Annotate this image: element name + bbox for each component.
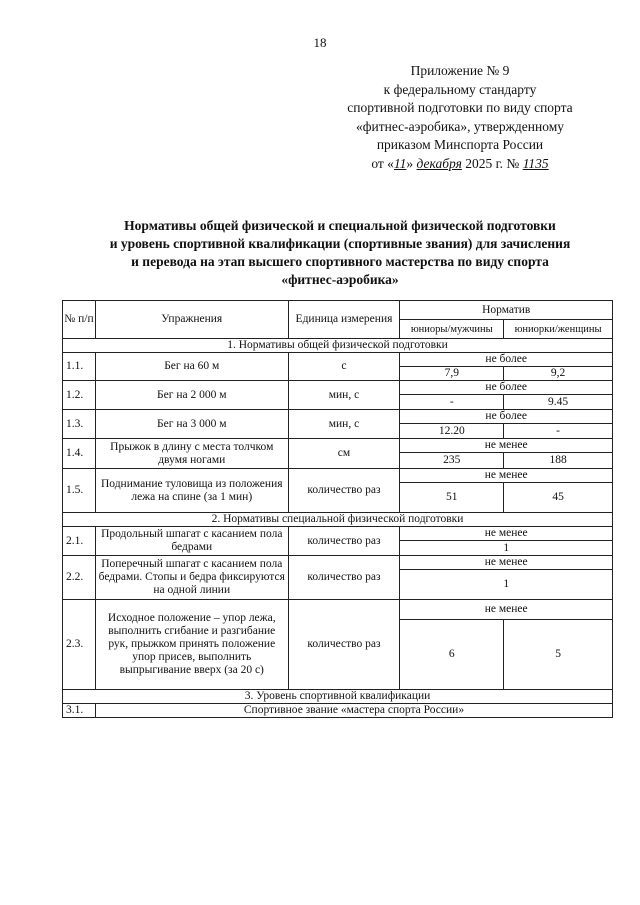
norm-condition: не менее	[400, 469, 613, 483]
norm-value-women: 188	[504, 453, 613, 469]
row-number: 1.5.	[63, 469, 96, 513]
exercise-name: Прыжок в длину с места толчком двумя ногами	[95, 439, 288, 469]
norm-value-women: 9,2	[504, 367, 613, 381]
title-line: и перевода на этап высшего спортивного мастерства по виду спорта	[131, 254, 549, 269]
norm-value-men: -	[400, 395, 504, 410]
norm-value-men: 6	[400, 620, 504, 690]
unit: мин, с	[288, 381, 400, 410]
exercise-name: Поднимание туловища из положения лежа на спине (за 1 мин)	[95, 469, 288, 513]
table-row	[63, 704, 613, 718]
page-number: 18	[313, 35, 327, 50]
norm-condition: не более	[400, 410, 613, 424]
date-prefix: от «	[371, 155, 394, 171]
header-men: юниоры/мужчины	[400, 320, 504, 339]
section-title: 1. Нормативы общей физической подготовки	[63, 339, 613, 353]
row-number: 2.3.	[63, 600, 96, 690]
unit: количество раз	[288, 600, 400, 690]
header-exercise: Упражнения	[95, 301, 288, 339]
header-num: № п/п	[63, 301, 96, 339]
table-row	[63, 527, 613, 541]
norm-value-women: 45	[504, 483, 613, 513]
document-title	[60, 217, 620, 289]
appendix-line: приказом Минспорта России	[376, 137, 544, 152]
norm-value-women: -	[504, 424, 613, 439]
norm-value-women: 9.45	[504, 395, 613, 410]
section-row	[63, 690, 613, 704]
norm-value-men: 235	[400, 453, 504, 469]
date-year: 2025 г. №	[465, 155, 520, 171]
table-row	[63, 469, 613, 483]
norm-value-women: 5	[504, 620, 613, 690]
norm-value-all: 1	[400, 541, 613, 556]
header-women: юниорки/женщины	[504, 320, 613, 339]
appendix-line: Приложение № 9	[410, 63, 510, 78]
norm-condition: не менее	[400, 439, 613, 453]
exercise-name: Бег на 2 000 м	[95, 381, 288, 410]
section-row	[63, 339, 613, 353]
title-line: Нормативы общей физической и специальной физической подготовки	[124, 218, 556, 233]
table-row	[63, 600, 613, 620]
row-number: 1.4.	[63, 439, 96, 469]
appendix-line: к федеральному стандарту	[383, 81, 537, 97]
standards-table	[62, 300, 613, 718]
appendix-line: спортивной подготовки по виду спорта	[347, 100, 573, 115]
header-unit: Единица измерения	[288, 301, 400, 339]
date-mid: »	[406, 155, 414, 171]
appendix-block	[330, 62, 590, 173]
exercise-name: Бег на 3 000 м	[95, 410, 288, 439]
unit: количество раз	[288, 527, 400, 556]
norm-value-all: 1	[400, 570, 613, 600]
row-number: 2.2.	[63, 556, 96, 600]
norm-value-men: 51	[400, 483, 504, 513]
norm-condition: не менее	[400, 556, 613, 570]
row-number: 1.1.	[63, 353, 96, 381]
table-row	[63, 439, 613, 453]
order-date-line	[330, 155, 590, 174]
exercise-name: Поперечный шпагат с касанием пола бедрами. Стопы и бедра фиксируются на одной линии	[95, 556, 288, 600]
exercise-name: Исходное положение – упор лежа, выполнить сгибание и разгибание рук, прыжком принять положение упор присев, выполнить выпрыгивание вверх (за 20 с)	[95, 600, 288, 690]
norm-condition: не менее	[400, 600, 613, 620]
row-text: Спортивное звание «мастера спорта России»	[95, 704, 612, 718]
unit: с	[288, 353, 400, 381]
unit: количество раз	[288, 556, 400, 600]
unit: см	[288, 439, 400, 469]
unit: мин, с	[288, 410, 400, 439]
title-line: «фитнес-аэробика»	[281, 272, 399, 287]
table-row	[63, 410, 613, 424]
handwritten-month: декабря	[416, 155, 462, 171]
norm-condition: не более	[400, 353, 613, 367]
norm-condition: не менее	[400, 527, 613, 541]
unit: количество раз	[288, 469, 400, 513]
exercise-name: Продольный шпагат с касанием пола бедрами	[95, 527, 288, 556]
row-number: 3.1.	[63, 704, 96, 718]
norm-value-men: 7,9	[400, 367, 504, 381]
handwritten-day: 11	[393, 155, 407, 171]
section-title: 2. Нормативы специальной физической подготовки	[63, 513, 613, 527]
norm-condition: не более	[400, 381, 613, 395]
row-number: 1.3.	[63, 410, 96, 439]
table-row	[63, 381, 613, 395]
handwritten-order-number: 1135	[522, 155, 549, 171]
row-number: 2.1.	[63, 527, 96, 556]
table-row	[63, 353, 613, 367]
row-number: 1.2.	[63, 381, 96, 410]
appendix-line: «фитнес-аэробика», утвержденному	[356, 118, 564, 134]
exercise-name: Бег на 60 м	[95, 353, 288, 381]
table-row	[63, 556, 613, 570]
norm-value-men: 12.20	[400, 424, 504, 439]
title-line: и уровень спортивной квалификации (спортивные звания) для зачисления	[109, 236, 571, 251]
section-row	[63, 513, 613, 527]
section-title: 3. Уровень спортивной квалификации	[63, 690, 613, 704]
header-norm: Норматив	[400, 301, 613, 320]
